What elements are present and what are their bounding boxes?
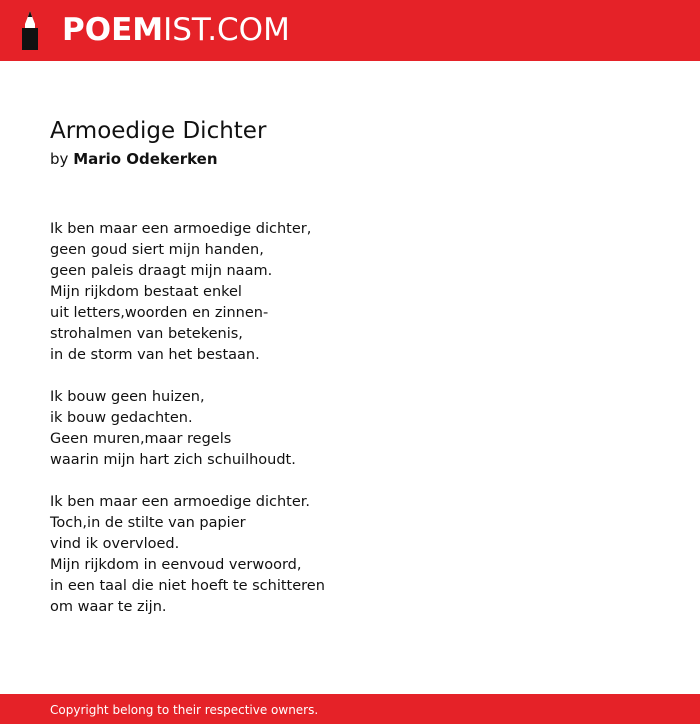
poem-line: Ik ben maar een armoedige dichter. <box>50 494 311 510</box>
stanza <box>50 219 325 366</box>
pencil-icon[interactable] <box>18 10 42 52</box>
author-name: Mario Odekerken <box>73 150 218 168</box>
poem-line: Toch,in de stilte van papier <box>50 515 246 531</box>
poem-line: geen paleis draagt mijn naam. <box>50 263 273 279</box>
poem-line: om waar te zijn. <box>50 599 167 615</box>
poem-line: uit letters,woorden en zinnen- <box>50 305 269 321</box>
stanza <box>50 387 325 471</box>
site-footer <box>0 694 700 724</box>
poem-title: Armoedige Dichter <box>50 118 267 144</box>
byline <box>50 148 218 170</box>
logo-text-bold: POEM <box>62 12 164 48</box>
poem-line: Mijn rijkdom bestaat enkel <box>50 284 242 300</box>
poem-line: Geen muren,maar regels <box>50 431 232 447</box>
copyright-notice: Copyright belong to their respective owners. <box>50 703 319 717</box>
poem-line: geen goud siert mijn handen, <box>50 242 264 258</box>
poem-body <box>50 219 325 639</box>
stanza <box>50 492 325 618</box>
site-header <box>0 0 700 61</box>
poem-line: waarin mijn hart zich schuilhoudt. <box>50 452 296 468</box>
poem-line: Ik bouw geen huizen, <box>50 389 205 405</box>
poem-line: Mijn rijkdom in eenvoud verwoord, <box>50 557 302 573</box>
poem-line: vind ik overvloed. <box>50 536 180 552</box>
poem-line: strohalmen van betekenis, <box>50 326 243 342</box>
site-logo[interactable] <box>62 12 290 48</box>
by-label: by <box>50 150 69 168</box>
poem-line: in een taal die niet hoeft te schitteren <box>50 578 325 594</box>
poem-line: in de storm van het bestaan. <box>50 347 260 363</box>
poem-line: Ik ben maar een armoedige dichter, <box>50 221 312 237</box>
logo-text-light: IST.COM <box>163 12 290 48</box>
poem-line: ik bouw gedachten. <box>50 410 193 426</box>
